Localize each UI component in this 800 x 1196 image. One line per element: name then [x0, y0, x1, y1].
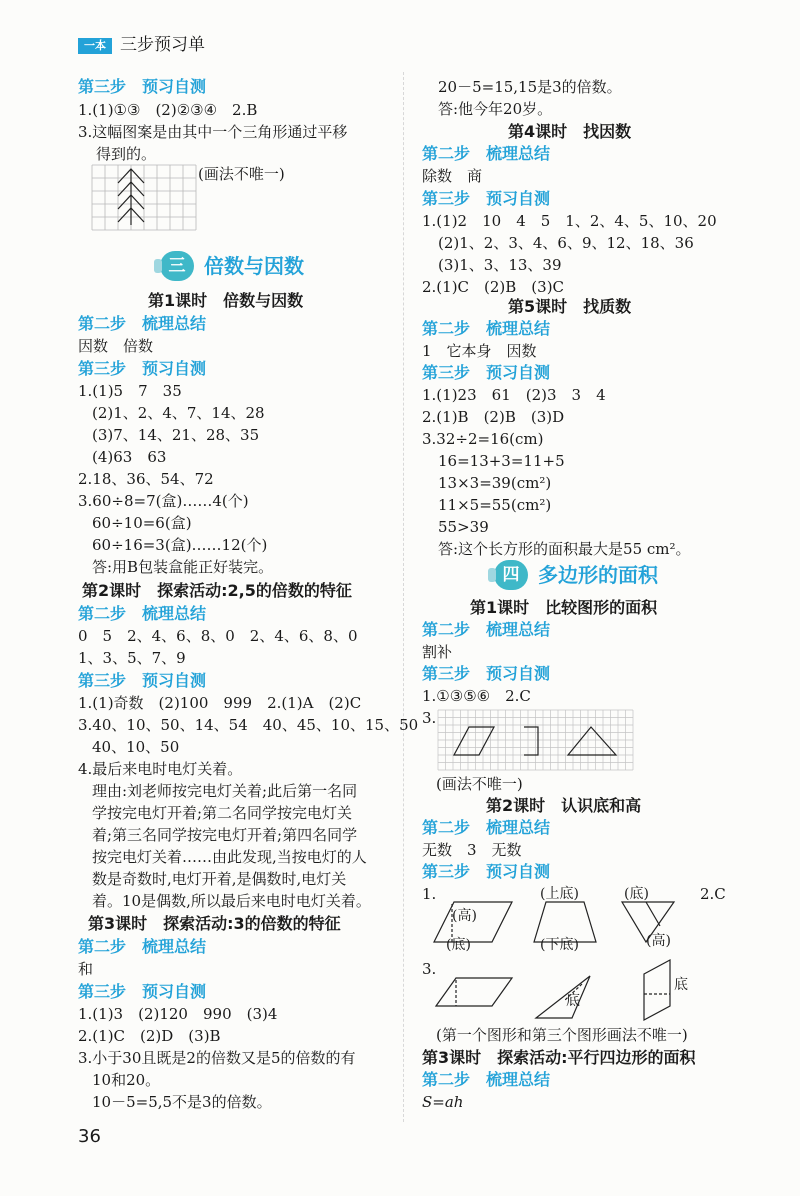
summary-line: 和: [78, 960, 94, 978]
answer-line: 60÷16=3(盒)……12(个): [92, 536, 268, 554]
answer-line: 理由:刘老师按完电灯关着;此后第一名同: [92, 782, 358, 800]
brand-logo: 一本: [78, 38, 112, 54]
answer-line: (2)1、2、3、4、6、9、12、18、36: [438, 234, 694, 252]
step3-heading: 第三步 预习自测: [422, 189, 551, 208]
figure-note: (画法不唯一): [198, 165, 285, 183]
step3-heading: 第三步 预习自测: [78, 982, 207, 1001]
answer-line: 3.32÷2=16(cm): [422, 430, 544, 448]
chapter-title: 倍数与因数: [204, 254, 304, 278]
answer-line: 学按完电灯开着;第二名同学按完电灯关: [92, 804, 353, 822]
step2-heading: 第二步 梳理总结: [422, 620, 551, 639]
lesson-title: 第5课时 找质数: [508, 297, 632, 316]
answer-line: 3.: [422, 709, 437, 727]
answer-line: 数是奇数时,电灯开着,是偶数时,电灯关: [92, 870, 347, 888]
step2-heading: 第二步 梳理总结: [422, 818, 551, 837]
lesson-title: 第2课时 探索活动:2,5的倍数的特征: [82, 581, 352, 600]
label-lower-base: (下底): [540, 937, 579, 953]
answer-line: 1.: [422, 885, 437, 903]
lesson-title: 第3课时 探索活动:3的倍数的特征: [88, 914, 341, 933]
step2-heading: 第二步 梳理总结: [422, 319, 551, 338]
answer-line: 3.60÷8=7(盒)……4(个): [78, 492, 249, 510]
answer-line: 13×3=39(cm²): [438, 474, 552, 492]
answer-line: 按完电灯关着……由此发现,当按电灯的人: [92, 848, 367, 866]
step2-heading: 第二步 梳理总结: [422, 144, 551, 163]
answer-line: 答:他今年20岁。: [438, 100, 553, 118]
answer-line: 1.(1)①③ (2)②③④ 2.B: [78, 101, 258, 119]
step3-heading: 第三步 预习自测: [422, 862, 551, 881]
step3-heading: 第三步 预习自测: [422, 363, 551, 382]
answer-line: 4.最后来电时电灯关着。: [78, 760, 243, 778]
answer-line: (3)7、14、21、28、35: [92, 426, 260, 444]
chapter-badge: 三: [160, 251, 194, 281]
step2-heading: 第二步 梳理总结: [78, 604, 207, 623]
answer-line: 答:用B包装盒能正好装完。: [92, 558, 274, 576]
answer-line: 着。10是偶数,所以最后来电时电灯关着。: [92, 892, 371, 910]
summary-line: 1 它本身 因数: [422, 342, 537, 360]
summary-line: 1、3、5、7、9: [78, 649, 186, 667]
lesson-title: 第3课时 探索活动:平行四边形的面积: [422, 1048, 696, 1067]
answer-line: 得到的。: [96, 145, 157, 163]
answer-line: 1.(1)奇数 (2)100 999 2.(1)A (2)C: [78, 694, 362, 712]
summary-line: S=ah: [422, 1093, 464, 1111]
answer-line: 1.(1)23 61 (2)3 3 4: [422, 386, 606, 404]
answer-line: 2.(1)C (2)D (3)B: [78, 1027, 221, 1045]
answer-line: 40、10、50: [92, 738, 180, 756]
answer-line: 11×5=55(cm²): [438, 496, 552, 514]
answer-line: 10和20。: [92, 1071, 161, 1089]
answer-line: 1.①③⑤⑥ 2.C: [422, 687, 531, 705]
answer-line: 3.这幅图案是由其中一个三角形通过平移: [78, 123, 348, 141]
answer-line: 16=13+3=11+5: [438, 452, 565, 470]
step3-heading: 第三步 预习自测: [78, 77, 207, 96]
answer-line: 3.40、10、50、14、54 40、45、10、15、50: [78, 716, 419, 734]
label-tri-base: (底): [624, 886, 649, 902]
step3-heading: 第三步 预习自测: [78, 671, 207, 690]
summary-line: 因数 倍数: [78, 337, 154, 355]
lesson-title: 第2课时 认识底和高: [486, 796, 642, 815]
answer-line: (4)63 63: [92, 448, 167, 466]
answer-line: 着;第三名同学按完电灯开着;第四名同学: [92, 826, 358, 844]
lesson-title: 第1课时 倍数与因数: [148, 291, 304, 310]
summary-line: 无数 3 无数: [422, 841, 522, 859]
area-grid-figure: [438, 710, 638, 772]
answer-line: 1.(1)5 7 35: [78, 382, 182, 400]
summary-line: 割补: [422, 643, 453, 661]
chapter-title: 多边形的面积: [538, 563, 658, 587]
answer-line: 20－5=15,15是3的倍数。: [438, 78, 622, 96]
translation-grid-figure: [92, 165, 200, 235]
answer-line: (3)1、3、13、39: [438, 256, 562, 274]
step2-heading: 第二步 梳理总结: [78, 937, 207, 956]
summary-line: 0 5 2、4、6、8、0 2、4、6、8、0: [78, 627, 358, 645]
answer-line: 3.小于30且既是2的倍数又是5的倍数的有: [78, 1049, 356, 1067]
answer-line: 10－5=5,5不是3的倍数。: [92, 1093, 272, 1111]
answer-line: (2)1、2、4、7、14、28: [92, 404, 265, 422]
label-high: (高): [452, 908, 477, 924]
answer-line: 2.18、36、54、72: [78, 470, 214, 488]
label-di: 底: [566, 993, 580, 1009]
summary-line: 除数 商: [422, 167, 483, 185]
label-upper-base: (上底): [540, 886, 579, 902]
answer-line: 1.(1)3 (2)120 990 (3)4: [78, 1005, 278, 1023]
page-header-title: 三步预习单: [120, 35, 205, 55]
step3-heading: 第三步 预习自测: [422, 664, 551, 683]
answer-line: 60÷10=6(盒): [92, 514, 192, 532]
step3-heading: 第三步 预习自测: [78, 359, 207, 378]
lesson-title: 第4课时 找因数: [508, 122, 632, 141]
step2-heading: 第二步 梳理总结: [422, 1070, 551, 1089]
figure-note: (画法不唯一): [436, 775, 523, 793]
label-bottom: (底): [446, 937, 471, 953]
answer-line: 3.: [422, 960, 437, 978]
answer-line: 答:这个长方形的面积最大是55 cm²。: [438, 540, 691, 558]
label-di: 底: [674, 977, 688, 993]
page-number: 36: [78, 1126, 101, 1147]
label-tri-height: (高): [646, 933, 671, 949]
answer-line: 55>39: [438, 518, 489, 536]
answer-line: 2.(1)C (2)B (3)C: [422, 278, 565, 296]
answer-line: 2.C: [700, 885, 726, 903]
answer-line: 1.(1)2 10 4 5 1、2、4、5、10、20: [422, 212, 717, 230]
chapter-badge: 四: [494, 560, 528, 590]
column-divider: [403, 72, 404, 1122]
figure-note: (第一个图形和第三个图形画法不唯一): [436, 1026, 688, 1044]
lesson-title: 第1课时 比较图形的面积: [470, 598, 658, 617]
step2-heading: 第二步 梳理总结: [78, 314, 207, 333]
answer-line: 2.(1)B (2)B (3)D: [422, 408, 565, 426]
